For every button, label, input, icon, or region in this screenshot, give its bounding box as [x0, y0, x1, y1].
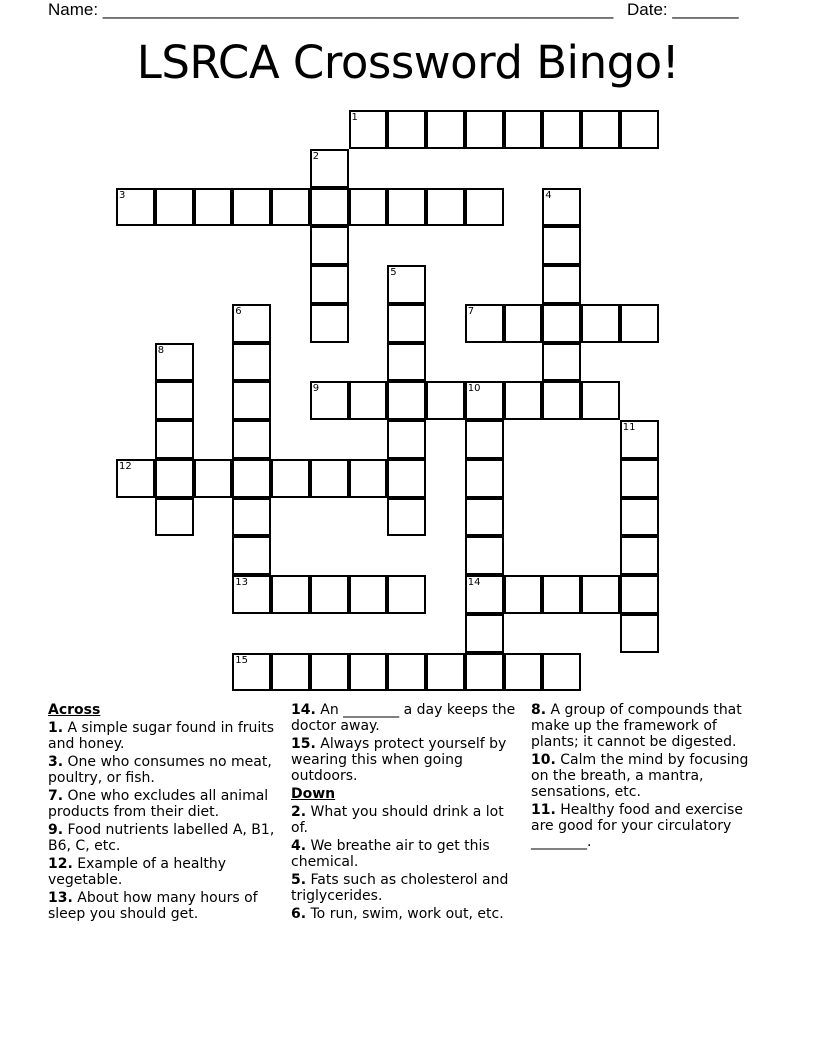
crossword-cell[interactable] — [426, 653, 465, 692]
crossword-cell[interactable] — [465, 536, 504, 575]
crossword-cell[interactable] — [504, 304, 543, 343]
crossword-cell[interactable] — [155, 381, 194, 420]
crossword-cell[interactable] — [116, 188, 155, 227]
crossword-cell[interactable] — [232, 343, 271, 382]
cell-number: 13 — [235, 577, 248, 588]
crossword-cell[interactable] — [542, 188, 581, 227]
crossword-cell[interactable] — [581, 575, 620, 614]
cell-number: 15 — [235, 654, 248, 666]
clue-across-13 — [48, 890, 280, 922]
clue-down-11 — [531, 802, 761, 850]
crossword-cell[interactable] — [620, 536, 659, 575]
crossword-cell[interactable] — [349, 188, 388, 227]
crossword-cell[interactable] — [426, 188, 465, 227]
clue-number: 9. — [48, 822, 64, 838]
crossword-cell[interactable] — [310, 381, 349, 420]
crossword-cell[interactable] — [620, 498, 659, 537]
crossword-cell[interactable] — [310, 149, 349, 188]
cell-number: 5 — [390, 267, 397, 278]
page-title: LSRCA Crossword Bingo! — [136, 36, 680, 89]
crossword-cell[interactable] — [271, 653, 310, 692]
crossword-cell[interactable] — [620, 304, 659, 343]
crossword-cell[interactable] — [310, 304, 349, 343]
crossword-cell[interactable] — [465, 381, 504, 420]
crossword-cell[interactable] — [155, 498, 194, 537]
clue-number: 13. — [48, 890, 73, 906]
crossword-cell[interactable] — [542, 343, 581, 382]
crossword-cell[interactable] — [349, 575, 388, 614]
crossword-cell[interactable] — [465, 498, 504, 537]
clue-across-7 — [48, 788, 280, 820]
cell-number: 11 — [622, 422, 636, 433]
clue-text: An ________ a day keeps the doctor away. — [291, 702, 516, 734]
clue-down-5 — [291, 872, 516, 904]
cell-number: 6 — [235, 305, 242, 317]
crossword-cell[interactable] — [542, 304, 581, 343]
clue-across-1 — [48, 720, 280, 752]
crossword-cell[interactable] — [387, 420, 426, 459]
clue-across-9 — [48, 822, 280, 854]
crossword-cell[interactable] — [504, 381, 543, 420]
crossword-cell[interactable] — [620, 575, 659, 614]
crossword-cell[interactable] — [387, 575, 426, 614]
cell-number: 7 — [467, 305, 475, 317]
name-field-label: Name: ______________________________________________________ — [48, 0, 614, 19]
clue-down-4 — [291, 838, 516, 870]
crossword-cell[interactable] — [542, 653, 581, 692]
crossword-cell[interactable] — [310, 653, 349, 692]
clue-down-10 — [531, 752, 761, 800]
crossword-cell[interactable] — [387, 188, 426, 227]
down-heading: Down — [291, 786, 336, 802]
crossword-cell[interactable] — [465, 575, 504, 614]
crossword-cell[interactable] — [465, 653, 504, 692]
clue-text: A simple sugar found in fruits and honey. — [48, 720, 275, 752]
crossword-cell[interactable] — [465, 304, 504, 343]
crossword-cell[interactable] — [387, 343, 426, 382]
crossword-cell[interactable] — [232, 381, 271, 420]
crossword-cell[interactable] — [232, 304, 271, 343]
crossword-cell[interactable] — [504, 575, 543, 614]
clue-down-6 — [291, 906, 516, 922]
crossword-cell[interactable] — [387, 498, 426, 537]
clue-number: 14. — [291, 702, 316, 718]
date-field-label: Date: _______ — [627, 0, 739, 19]
crossword-cell[interactable] — [465, 459, 504, 498]
crossword-cell[interactable] — [387, 459, 426, 498]
crossword-cell[interactable] — [310, 265, 349, 304]
crossword-cell[interactable] — [581, 381, 620, 420]
clue-number: 10. — [531, 752, 556, 768]
clue-number: 11. — [531, 802, 556, 818]
crossword-cell[interactable] — [194, 459, 233, 498]
crossword-cell[interactable] — [504, 653, 543, 692]
crossword-cell[interactable] — [232, 188, 271, 227]
clue-text: One who consumes no meat, poultry, or fish. — [48, 754, 272, 786]
crossword-cell[interactable] — [310, 226, 349, 265]
clue-number: 1. — [48, 720, 64, 736]
crossword-cell[interactable] — [271, 188, 310, 227]
cell-number: 8 — [157, 344, 165, 356]
crossword-cell[interactable] — [620, 459, 659, 498]
cell-number: 10 — [467, 383, 481, 395]
crossword-grid — [117, 111, 662, 696]
clue-number: 5. — [291, 872, 307, 888]
clue-text: What you should drink a lot of. — [291, 804, 504, 836]
crossword-cell[interactable] — [426, 381, 465, 420]
cell-number: 12 — [119, 460, 132, 472]
cell-number: 9 — [312, 383, 320, 395]
clue-text: Always protect yourself by wearing this when going outdoors. — [291, 736, 507, 784]
crossword-cell[interactable] — [387, 265, 426, 304]
crossword-cell[interactable] — [310, 575, 349, 614]
crossword-cell[interactable] — [581, 304, 620, 343]
crossword-cell[interactable] — [542, 226, 581, 265]
clue-text: Food nutrients labelled A, B1, B6, C, etc. — [48, 822, 275, 854]
clue-number: 4. — [291, 838, 307, 854]
crossword-cell[interactable] — [542, 381, 581, 420]
crossword-cell[interactable] — [387, 381, 426, 420]
clue-text: Calm the mind by focusing on the breath, a mantra, sensations, etc. — [531, 752, 749, 800]
crossword-cell[interactable] — [349, 459, 388, 498]
crossword-cell[interactable] — [232, 498, 271, 537]
crossword-cell[interactable] — [387, 653, 426, 692]
clue-across-12 — [48, 856, 280, 888]
cell-number: 1 — [351, 112, 358, 123]
crossword-cell[interactable] — [620, 614, 659, 653]
clue-number: 12. — [48, 856, 73, 872]
crossword-cell[interactable] — [387, 304, 426, 343]
clue-text: About how many hours of sleep you should get. — [48, 890, 258, 922]
crossword-cell[interactable] — [116, 459, 155, 498]
clue-down-8 — [531, 702, 761, 750]
clue-text: Example of a healthy vegetable. — [48, 856, 227, 888]
crossword-cell[interactable] — [155, 459, 194, 498]
crossword-cell[interactable] — [465, 614, 504, 653]
crossword-cell[interactable] — [542, 110, 581, 149]
clue-number: 8. — [531, 702, 547, 718]
crossword-cell[interactable] — [349, 110, 388, 149]
crossword-cell[interactable] — [194, 188, 233, 227]
clue-text: We breathe air to get this chemical. — [291, 838, 490, 870]
clue-across-3 — [48, 754, 280, 786]
clue-number: 15. — [291, 736, 316, 752]
crossword-cell[interactable] — [232, 575, 271, 614]
crossword-cell[interactable] — [232, 459, 271, 498]
crossword-cell[interactable] — [620, 110, 659, 149]
cell-number: 2 — [312, 150, 320, 162]
cell-number: 3 — [119, 189, 126, 201]
crossword-cell[interactable] — [465, 420, 504, 459]
clue-down-2 — [291, 804, 516, 836]
crossword-cell[interactable] — [387, 110, 426, 149]
clue-number: 3. — [48, 754, 64, 770]
crossword-cell[interactable] — [349, 653, 388, 692]
across-heading: Across — [48, 702, 101, 718]
crossword-cell[interactable] — [155, 343, 194, 382]
clue-text: Healthy food and exercise are good for your circulatory ________. — [531, 802, 743, 850]
clue-number: 7. — [48, 788, 64, 804]
clue-text: A group of compounds that make up the framework of plants; it cannot be digested. — [531, 702, 742, 750]
crossword-cell[interactable] — [232, 653, 271, 692]
clues-column-3 — [531, 702, 761, 852]
crossword-cell[interactable] — [465, 110, 504, 149]
clues-column-2 — [291, 702, 516, 924]
clue-text: One who excludes all animal products from their diet. — [48, 788, 269, 820]
crossword-cell[interactable] — [349, 381, 388, 420]
crossword-cell[interactable] — [310, 459, 349, 498]
crossword-cell[interactable] — [271, 575, 310, 614]
crossword-cell[interactable] — [504, 110, 543, 149]
crossword-cell[interactable] — [581, 110, 620, 149]
cell-number: 14 — [467, 577, 481, 588]
clue-across-14 — [291, 702, 516, 734]
crossword-cell[interactable] — [271, 459, 310, 498]
crossword-cell[interactable] — [542, 575, 581, 614]
crossword-cell[interactable] — [155, 420, 194, 459]
cell-number: 4 — [545, 189, 552, 201]
crossword-cell[interactable] — [465, 188, 504, 227]
clue-text: Fats such as cholesterol and triglycerides. — [291, 872, 509, 904]
crossword-cell[interactable] — [310, 188, 349, 227]
clue-number: 6. — [291, 906, 307, 922]
clue-across-15 — [291, 736, 516, 784]
crossword-cell[interactable] — [542, 265, 581, 304]
clue-number: 2. — [291, 804, 307, 820]
crossword-cell[interactable] — [232, 420, 271, 459]
crossword-cell[interactable] — [155, 188, 194, 227]
crossword-cell[interactable] — [232, 536, 271, 575]
clues-column-1 — [48, 702, 280, 924]
clue-text: To run, swim, work out, etc. — [306, 906, 504, 922]
crossword-cell[interactable] — [620, 420, 659, 459]
crossword-cell[interactable] — [426, 110, 465, 149]
